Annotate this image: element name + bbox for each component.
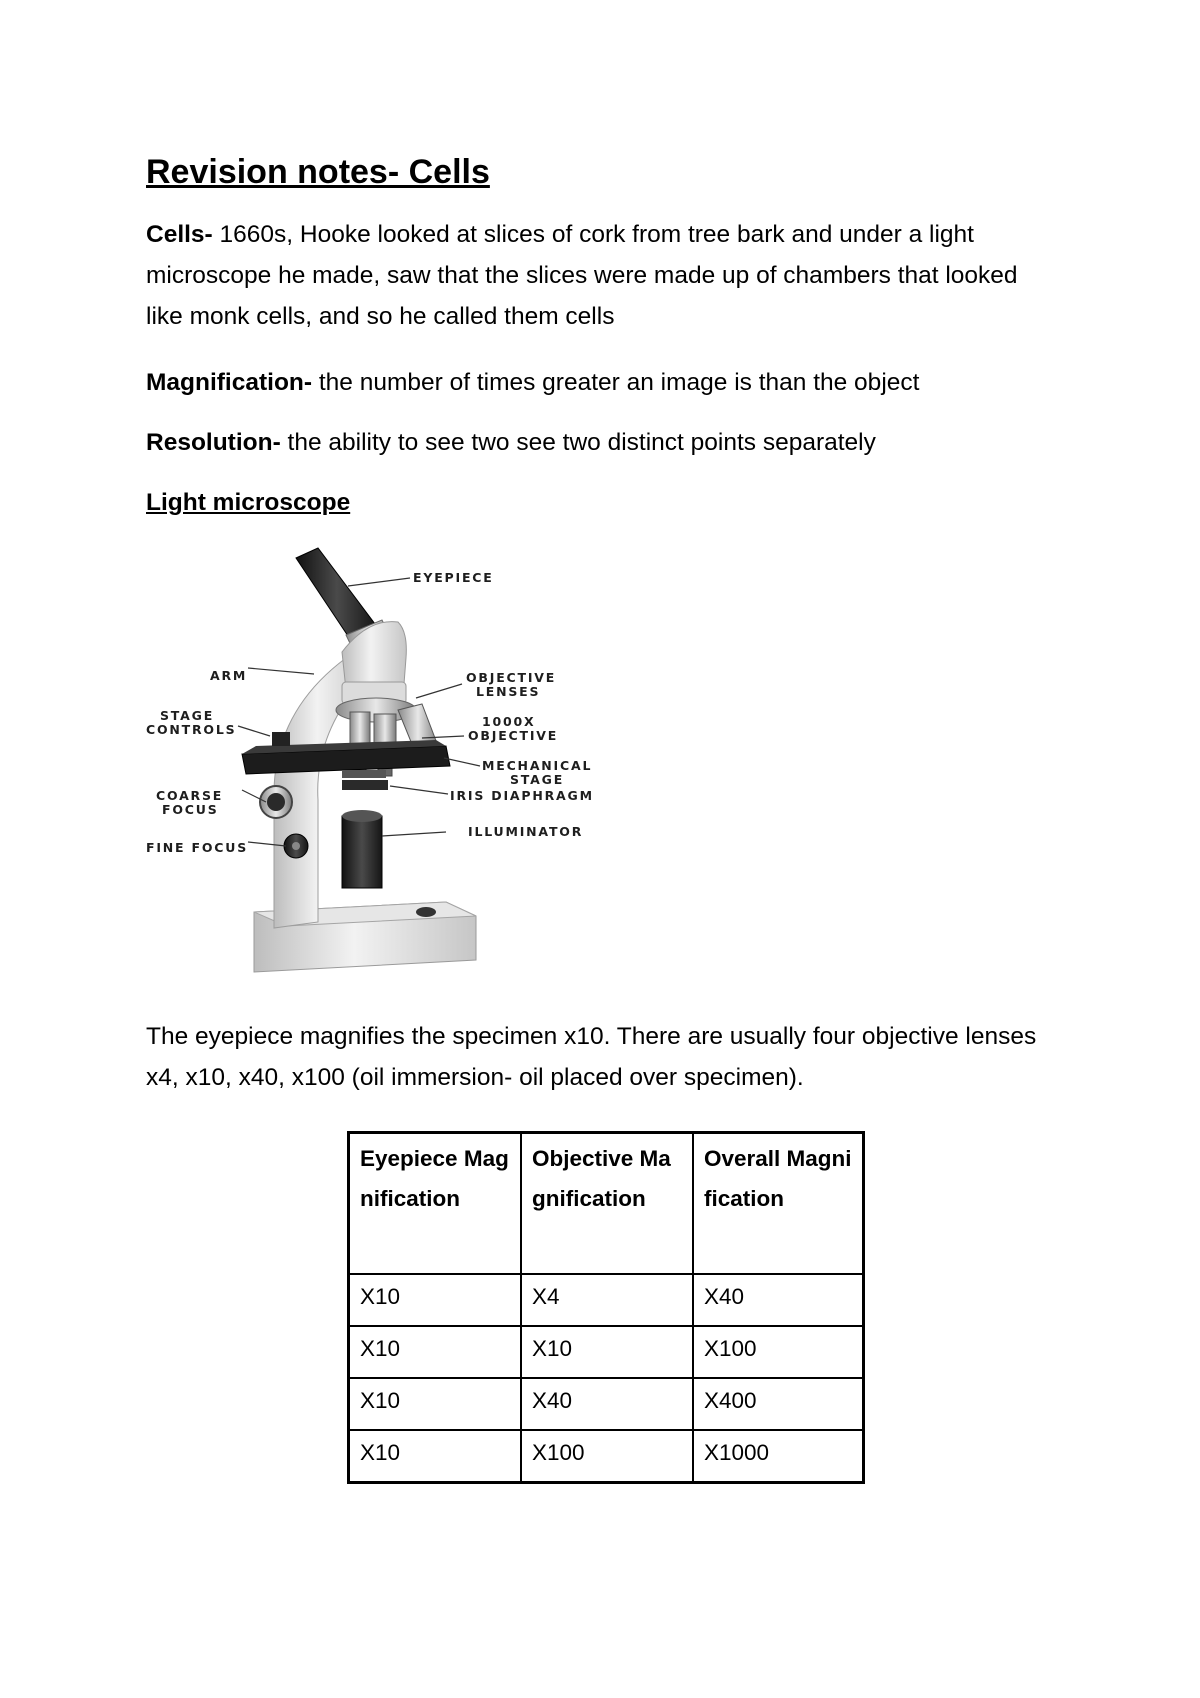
- page-title: Revision notes- Cells: [146, 153, 490, 191]
- table-cell: X100: [693, 1326, 864, 1378]
- table-cell: X4: [521, 1274, 693, 1326]
- magnification-term: Magnification-: [146, 369, 313, 396]
- fine-focus-knob: [284, 834, 308, 858]
- label-1000x-1: 1000X: [482, 714, 536, 729]
- label-stage-controls-1: STAGE: [160, 708, 215, 723]
- cells-text: 1660s, Hooke looked at slices of cork from tree bark and under a light microscope he made, saw that the slices were made up of chambers that looked like monk cells, and so he called them cells: [146, 221, 1018, 330]
- header-objective: Objective Magnification: [521, 1133, 693, 1275]
- magnification-definition: [146, 362, 1046, 403]
- table-cell: X40: [693, 1274, 864, 1326]
- label-coarse-focus-1: COARSE: [156, 788, 224, 803]
- magnification-text: the number of times greater an image is than the object: [312, 369, 920, 396]
- label-objective-lenses-1: OBJECTIVE: [466, 670, 557, 685]
- table-cell: X1000: [693, 1430, 864, 1483]
- label-fine-focus: FINE FOCUS: [146, 840, 249, 855]
- table-header-row: [349, 1133, 864, 1275]
- label-arm: ARM: [210, 668, 248, 683]
- table-cell: X10: [349, 1326, 522, 1378]
- resolution-text: the ability to see two see two distinct points separately: [280, 429, 876, 456]
- magnification-table: [347, 1131, 865, 1484]
- resolution-definition: [146, 422, 1046, 463]
- eyepiece-paragraph: The eyepiece magnifies the specimen x10. There are usually four objective lenses x4, x10, x40, x100 (oil immersion- oil placed over specimen).: [146, 1023, 1037, 1091]
- iris-diaphragm: [342, 780, 388, 790]
- table-row: [349, 1326, 864, 1378]
- table-row: [349, 1430, 864, 1483]
- table-cell: X100: [521, 1430, 693, 1483]
- label-1000x-2: OBJECTIVE: [468, 728, 559, 743]
- label-illuminator: ILLUMINATOR: [468, 824, 584, 839]
- resolution-term: Resolution-: [146, 429, 281, 456]
- table-cell: X10: [521, 1326, 693, 1378]
- label-mechanical-stage-1: MECHANICAL: [482, 758, 593, 773]
- label-mechanical-stage-2: STAGE: [510, 772, 565, 787]
- label-iris-diaphragm: IRIS DIAPHRAGM: [450, 788, 594, 803]
- table-row: [349, 1274, 864, 1326]
- label-objective-lenses-2: LENSES: [476, 684, 541, 699]
- header-overall: Overall Magnification: [693, 1133, 864, 1275]
- label-coarse-focus-2: FOCUS: [162, 802, 219, 817]
- label-eyepiece: EYEPIECE: [413, 570, 494, 585]
- microscope-diagram: [146, 540, 606, 985]
- label-stage-controls-2: CONTROLS: [146, 722, 237, 737]
- table-cell: X10: [349, 1274, 522, 1326]
- header-eyepiece: Eyepiece Magnification: [349, 1133, 522, 1275]
- cells-term: Cells-: [146, 221, 213, 248]
- light-microscope-heading: Light microscope: [146, 489, 351, 516]
- table-cell: X10: [349, 1430, 522, 1483]
- cells-definition: [146, 214, 1046, 337]
- illuminator: [342, 810, 382, 888]
- table-cell: X10: [349, 1378, 522, 1430]
- table-row: [349, 1378, 864, 1430]
- table-cell: X400: [693, 1378, 864, 1430]
- table-cell: X40: [521, 1378, 693, 1430]
